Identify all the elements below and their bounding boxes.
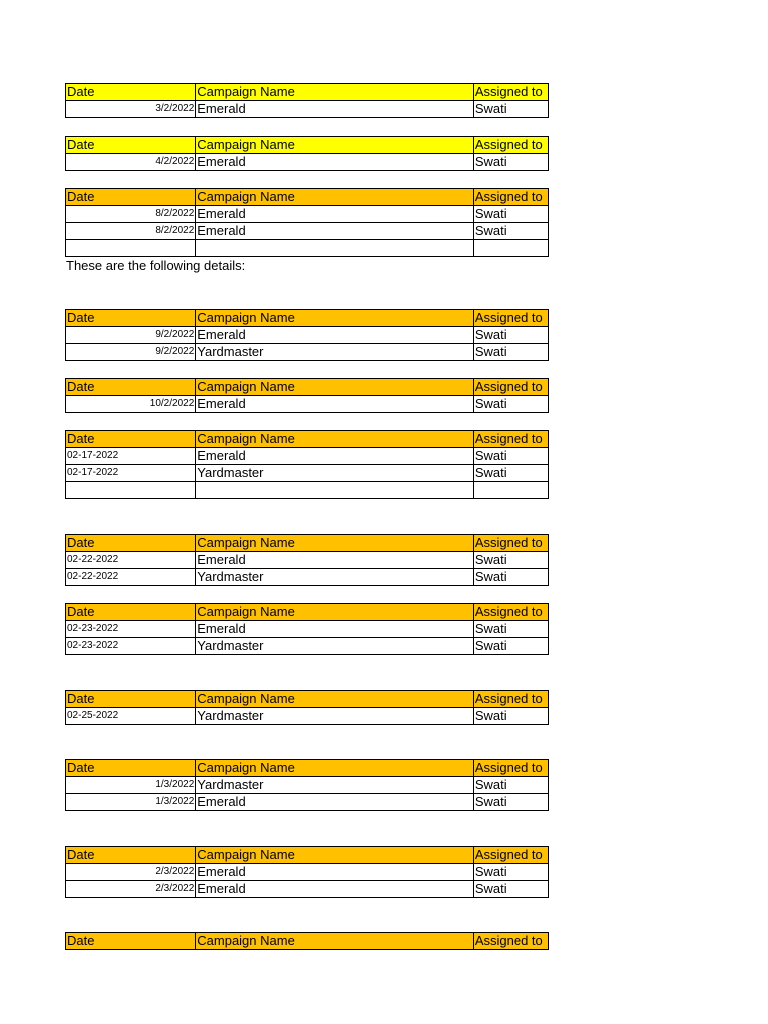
table-row	[66, 482, 549, 499]
header-campaign-name[interactable]: Campaign Name	[196, 691, 474, 708]
date-cell[interactable]: 2/3/2022	[66, 864, 196, 881]
date-cell[interactable]: 2/3/2022	[66, 881, 196, 898]
assigned-cell[interactable]: Swati	[473, 569, 548, 586]
table-row	[66, 101, 549, 118]
table-row	[66, 552, 549, 569]
date-cell[interactable]: 1/3/2022	[66, 794, 196, 811]
table-header-row	[66, 137, 549, 154]
date-cell[interactable]: 02-25-2022	[66, 708, 196, 725]
assigned-cell[interactable]	[473, 482, 548, 499]
header-assigned-to[interactable]: Assigned to	[473, 535, 548, 552]
assigned-cell[interactable]	[473, 240, 548, 257]
header-date[interactable]: Date	[66, 137, 196, 154]
table-row	[66, 777, 549, 794]
assigned-cell[interactable]: Swati	[473, 638, 548, 655]
assigned-cell[interactable]: Swati	[473, 327, 548, 344]
header-campaign-name[interactable]: Campaign Name	[196, 760, 474, 777]
details-note: These are the following details:	[66, 258, 246, 273]
header-campaign-name[interactable]: Campaign Name	[196, 933, 474, 950]
campaign-table	[65, 136, 549, 171]
date-cell[interactable]	[66, 240, 196, 257]
table-header-row	[66, 847, 549, 864]
header-assigned-to[interactable]: Assigned to	[473, 933, 548, 950]
campaign-cell[interactable]: Emerald	[196, 794, 474, 811]
table-header-row	[66, 189, 549, 206]
table-row	[66, 327, 549, 344]
campaign-cell[interactable]	[196, 482, 474, 499]
campaign-cell[interactable]: Emerald	[196, 552, 474, 569]
assigned-cell[interactable]: Swati	[473, 465, 548, 482]
date-cell[interactable]: 02-22-2022	[66, 552, 196, 569]
assigned-cell[interactable]: Swati	[473, 708, 548, 725]
header-assigned-to[interactable]: Assigned to	[473, 189, 548, 206]
header-assigned-to[interactable]: Assigned to	[473, 379, 548, 396]
header-assigned-to[interactable]: Assigned to	[473, 310, 548, 327]
campaign-table	[65, 83, 549, 118]
campaign-cell[interactable]: Emerald	[196, 448, 474, 465]
header-assigned-to[interactable]: Assigned to	[473, 847, 548, 864]
campaign-cell[interactable]	[196, 240, 474, 257]
campaign-cell[interactable]: Emerald	[196, 154, 474, 171]
header-campaign-name[interactable]: Campaign Name	[196, 379, 474, 396]
header-campaign-name[interactable]: Campaign Name	[196, 431, 474, 448]
header-campaign-name[interactable]: Campaign Name	[196, 310, 474, 327]
date-cell[interactable]: 8/2/2022	[66, 223, 196, 240]
header-assigned-to[interactable]: Assigned to	[473, 760, 548, 777]
assigned-cell[interactable]: Swati	[473, 777, 548, 794]
header-date[interactable]: Date	[66, 310, 196, 327]
campaign-table	[65, 309, 549, 361]
campaign-cell[interactable]: Yardmaster	[196, 344, 474, 361]
table-header-row	[66, 760, 549, 777]
date-cell[interactable]: 02-23-2022	[66, 621, 196, 638]
table-header-row	[66, 431, 549, 448]
header-campaign-name[interactable]: Campaign Name	[196, 84, 474, 101]
campaign-table	[65, 846, 549, 898]
date-cell[interactable]: 10/2/2022	[66, 396, 196, 413]
table-header-row	[66, 535, 549, 552]
table-row	[66, 638, 549, 655]
table-header-row	[66, 379, 549, 396]
assigned-cell[interactable]: Swati	[473, 206, 548, 223]
date-cell[interactable]: 9/2/2022	[66, 327, 196, 344]
campaign-table	[65, 534, 549, 586]
assigned-cell[interactable]: Swati	[473, 794, 548, 811]
assigned-cell[interactable]: Swati	[473, 101, 548, 118]
campaign-cell[interactable]: Emerald	[196, 621, 474, 638]
header-date[interactable]: Date	[66, 604, 196, 621]
campaign-table	[65, 603, 549, 655]
table-row	[66, 154, 549, 171]
date-cell[interactable]: 1/3/2022	[66, 777, 196, 794]
header-assigned-to[interactable]: Assigned to	[473, 84, 548, 101]
header-date[interactable]: Date	[66, 189, 196, 206]
assigned-cell[interactable]: Swati	[473, 552, 548, 569]
table-header-row	[66, 310, 549, 327]
table-header-row	[66, 604, 549, 621]
table-row	[66, 223, 549, 240]
header-date[interactable]: Date	[66, 933, 196, 950]
table-row	[66, 621, 549, 638]
assigned-cell[interactable]: Swati	[473, 223, 548, 240]
date-cell[interactable]: 9/2/2022	[66, 344, 196, 361]
date-cell[interactable]: 02-23-2022	[66, 638, 196, 655]
header-date[interactable]: Date	[66, 379, 196, 396]
table-header-row	[66, 691, 549, 708]
date-cell[interactable]: 4/2/2022	[66, 154, 196, 171]
table-row	[66, 206, 549, 223]
header-assigned-to[interactable]: Assigned to	[473, 431, 548, 448]
assigned-cell[interactable]: Swati	[473, 448, 548, 465]
campaign-table	[65, 932, 549, 950]
assigned-cell[interactable]: Swati	[473, 621, 548, 638]
table-row	[66, 448, 549, 465]
header-date[interactable]: Date	[66, 431, 196, 448]
header-date[interactable]: Date	[66, 535, 196, 552]
campaign-cell[interactable]: Yardmaster	[196, 638, 474, 655]
table-row	[66, 794, 549, 811]
campaign-cell[interactable]: Emerald	[196, 864, 474, 881]
date-cell[interactable]: 3/2/2022	[66, 101, 196, 118]
table-row	[66, 708, 549, 725]
table-row	[66, 864, 549, 881]
date-cell[interactable]: 02-22-2022	[66, 569, 196, 586]
header-campaign-name[interactable]: Campaign Name	[196, 535, 474, 552]
campaign-cell[interactable]: Yardmaster	[196, 777, 474, 794]
table-row	[66, 465, 549, 482]
campaign-cell[interactable]: Emerald	[196, 881, 474, 898]
campaign-cell[interactable]: Yardmaster	[196, 465, 474, 482]
assigned-cell[interactable]: Swati	[473, 344, 548, 361]
header-assigned-to[interactable]: Assigned to	[473, 604, 548, 621]
assigned-cell[interactable]: Swati	[473, 154, 548, 171]
header-assigned-to[interactable]: Assigned to	[473, 137, 548, 154]
campaign-table	[65, 378, 549, 413]
table-row	[66, 569, 549, 586]
header-campaign-name[interactable]: Campaign Name	[196, 189, 474, 206]
header-campaign-name[interactable]: Campaign Name	[196, 604, 474, 621]
table-header-row	[66, 84, 549, 101]
campaign-cell[interactable]: Emerald	[196, 223, 474, 240]
date-cell[interactable]: 8/2/2022	[66, 206, 196, 223]
header-date[interactable]: Date	[66, 760, 196, 777]
assigned-cell[interactable]: Swati	[473, 881, 548, 898]
campaign-table	[65, 188, 549, 257]
campaign-table	[65, 690, 549, 725]
date-cell[interactable]	[66, 482, 196, 499]
header-date[interactable]: Date	[66, 691, 196, 708]
header-campaign-name[interactable]: Campaign Name	[196, 847, 474, 864]
campaign-cell[interactable]: Yardmaster	[196, 569, 474, 586]
date-cell[interactable]: 02-17-2022	[66, 465, 196, 482]
campaign-cell[interactable]: Emerald	[196, 206, 474, 223]
table-header-row	[66, 933, 549, 950]
table-row	[66, 240, 549, 257]
header-campaign-name[interactable]: Campaign Name	[196, 137, 474, 154]
campaign-cell[interactable]: Emerald	[196, 327, 474, 344]
campaign-table	[65, 759, 549, 811]
assigned-cell[interactable]: Swati	[473, 864, 548, 881]
header-assigned-to[interactable]: Assigned to	[473, 691, 548, 708]
table-row	[66, 396, 549, 413]
assigned-cell[interactable]: Swati	[473, 396, 548, 413]
campaign-cell[interactable]: Yardmaster	[196, 708, 474, 725]
campaign-cell[interactable]: Emerald	[196, 396, 474, 413]
campaign-table	[65, 430, 549, 499]
header-date[interactable]: Date	[66, 847, 196, 864]
campaign-cell[interactable]: Emerald	[196, 101, 474, 118]
header-date[interactable]: Date	[66, 84, 196, 101]
date-cell[interactable]: 02-17-2022	[66, 448, 196, 465]
table-row	[66, 344, 549, 361]
table-row	[66, 881, 549, 898]
